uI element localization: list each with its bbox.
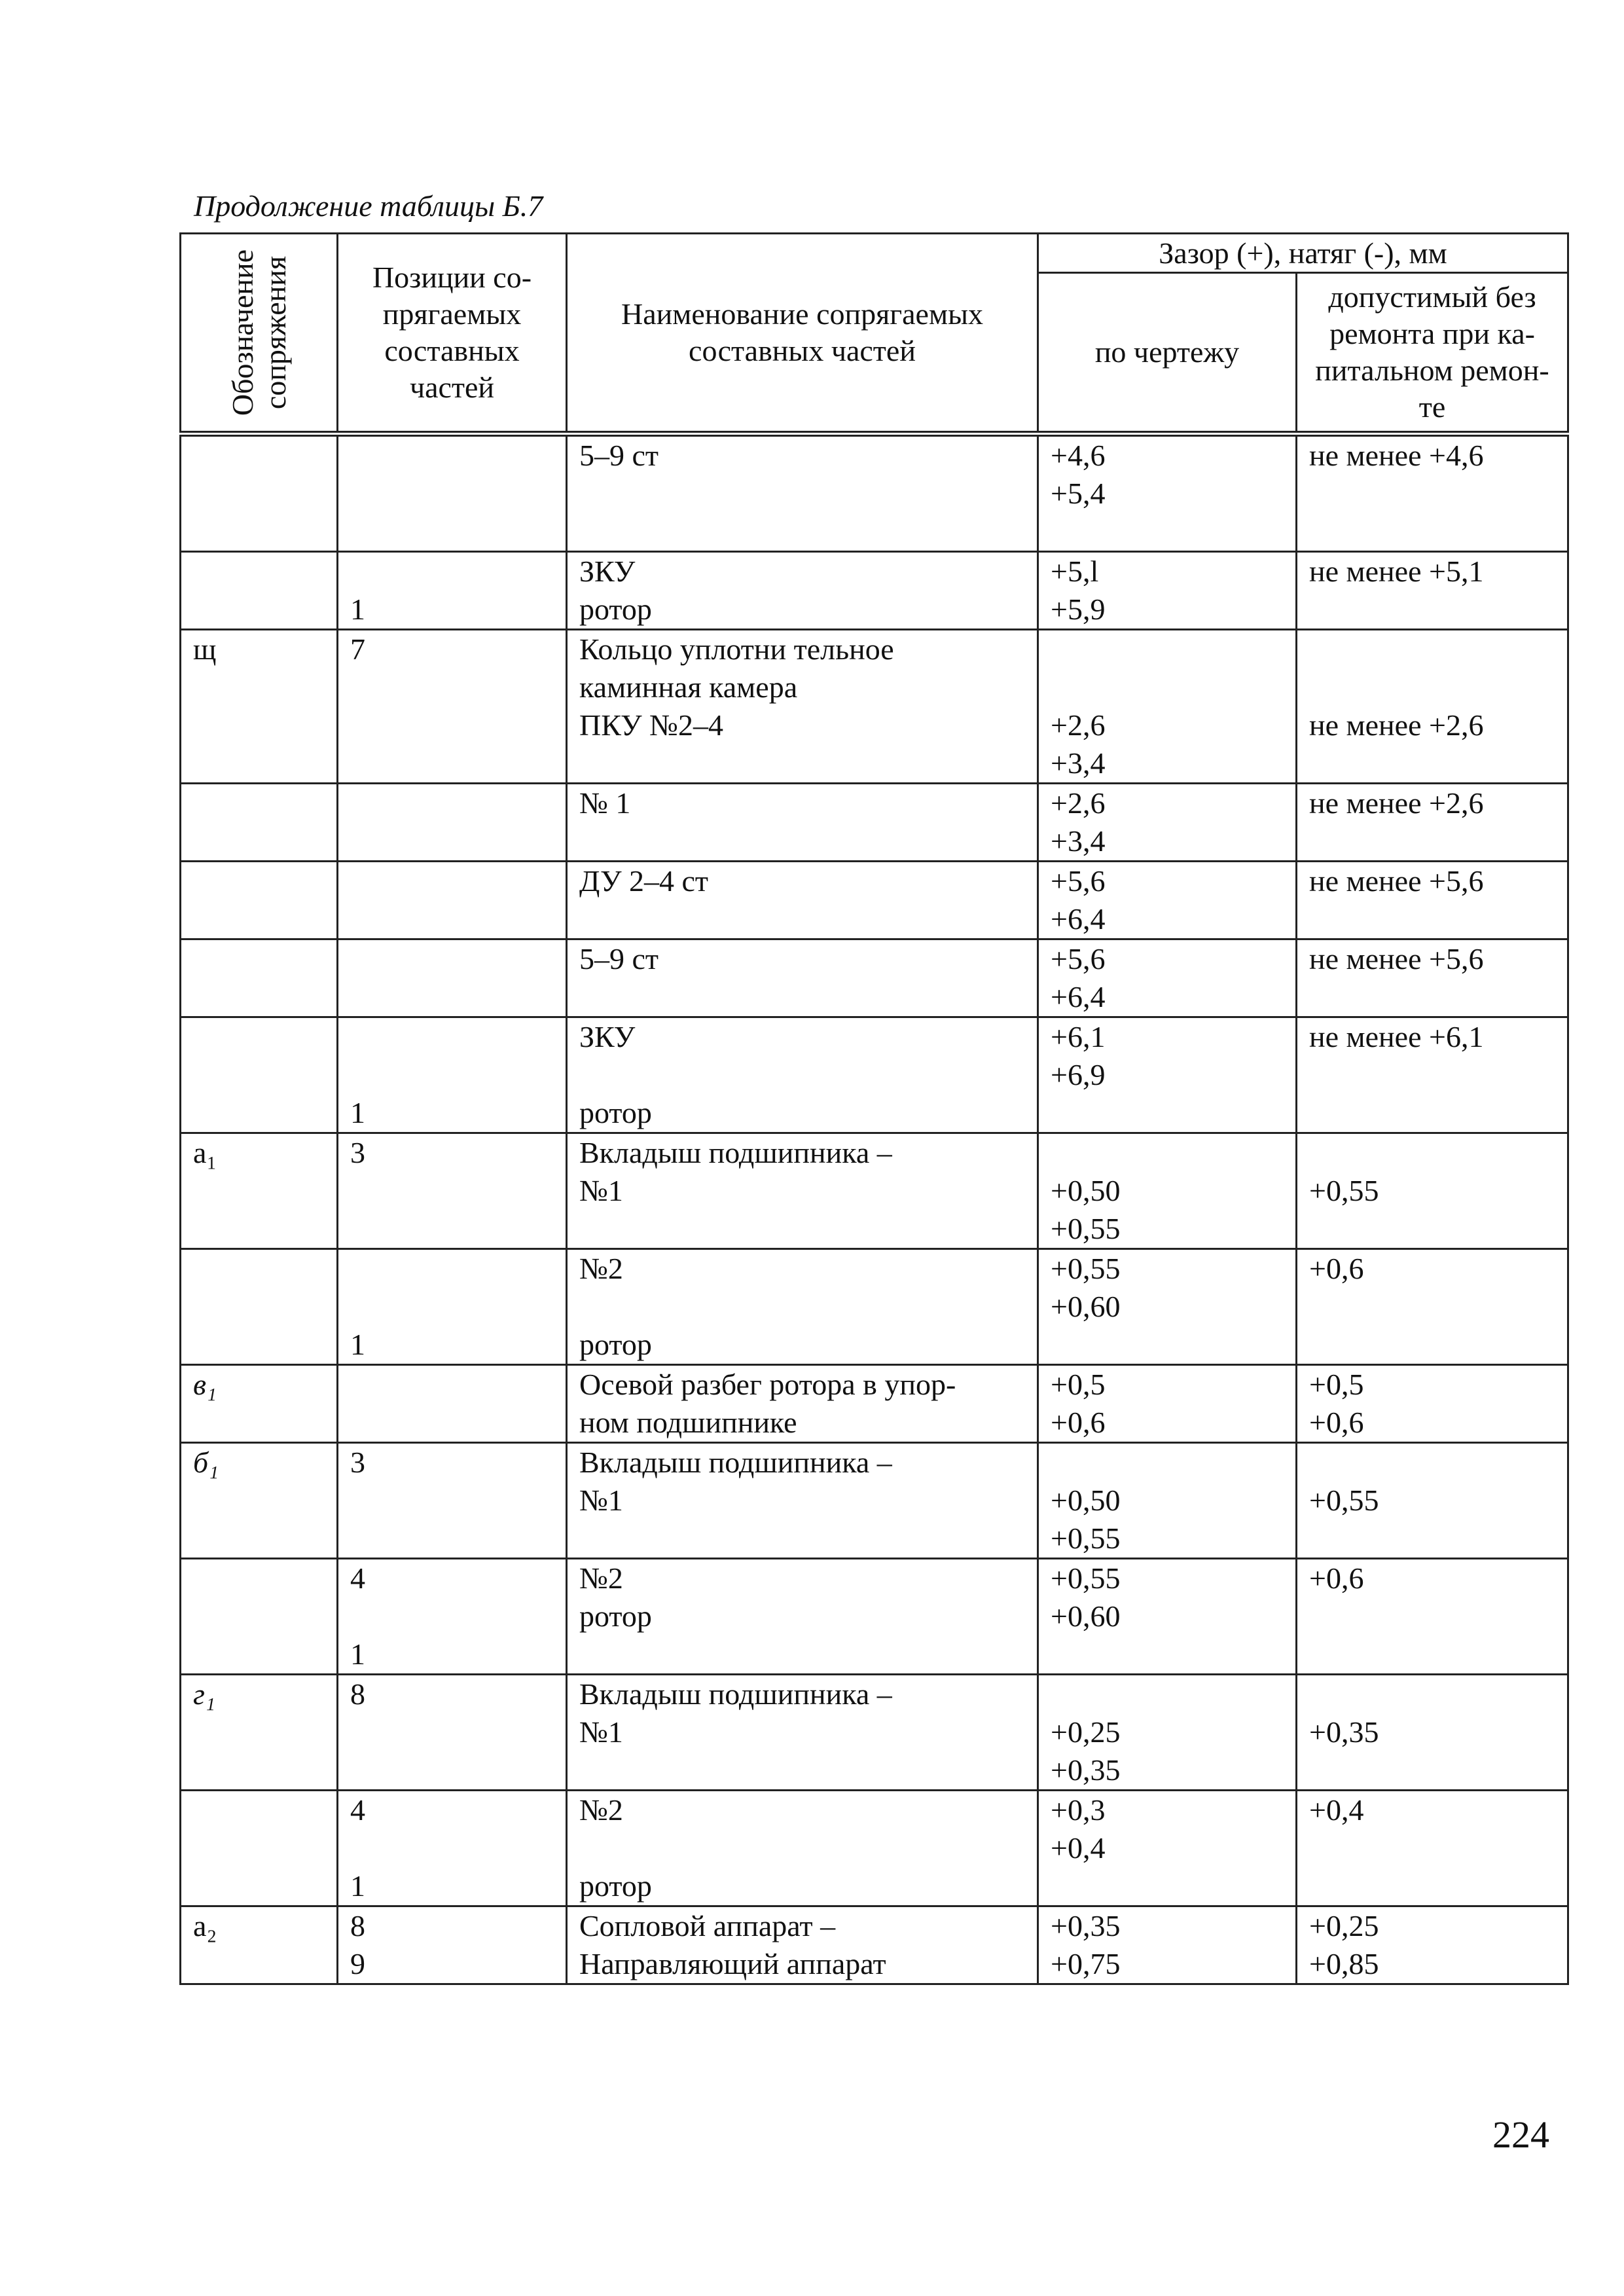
cell-allowable (1297, 862, 1568, 939)
cell-line (338, 668, 566, 706)
cell-line: 3 (350, 1136, 365, 1169)
cell-designation (181, 1443, 338, 1559)
cell-line (338, 1520, 566, 1558)
cell-part-name (567, 1791, 1038, 1906)
cell-line: 1 (350, 1328, 365, 1361)
header-designation-line: сопряжения (258, 255, 292, 410)
cell-line: +0,55 (1309, 1174, 1379, 1207)
cell-line: +0,85 (1309, 1947, 1379, 1980)
cell-line: Кольцо уплотни тельное (579, 632, 894, 666)
cell-allowable (1297, 1675, 1568, 1791)
cell-line (338, 940, 566, 978)
cell-line (338, 784, 566, 822)
cell-by-drawing (1038, 630, 1297, 784)
cell-line: +0,60 (1051, 1599, 1121, 1633)
cell-line (338, 706, 566, 744)
cell-line: +0,55 (1051, 1561, 1121, 1595)
table-row (181, 1906, 1568, 1984)
cell-line: 5–9 ст (579, 942, 659, 975)
cell-designation (181, 1017, 338, 1133)
cell-line: +6,4 (1051, 980, 1106, 1013)
table-row (181, 434, 1568, 552)
table-row (181, 1017, 1568, 1133)
cell-line: +0,5 (1309, 1368, 1364, 1401)
cell-allowable (1297, 552, 1568, 630)
header-designation (181, 234, 338, 434)
cell-line: +0,6 (1051, 1406, 1106, 1439)
cell-line: ЗКУ (579, 555, 636, 588)
cell-line: не менее +2,6 (1309, 786, 1484, 820)
cell-line (568, 744, 1037, 782)
cell-line: 5–9 ст (579, 439, 659, 472)
cell-positions (338, 1365, 567, 1443)
cell-line (181, 1559, 336, 1597)
cell-line: +0,6 (1309, 1252, 1364, 1285)
cell-line: ротор (579, 1869, 652, 1903)
cell-allowable (1297, 434, 1568, 552)
cell-line: Направляющий аппарат (579, 1947, 886, 1980)
cell-line (1039, 668, 1295, 706)
cell-line: ЗКУ (579, 1020, 636, 1053)
cell-line (338, 437, 566, 475)
cell-positions (338, 1675, 567, 1791)
cell-line: а₁ (193, 1136, 217, 1169)
header-positions (338, 234, 567, 434)
cell-designation (181, 1906, 338, 1984)
cell-part-name (567, 434, 1038, 552)
table-caption: Продолжение таблицы Б.7 (194, 189, 543, 223)
cell-line: Вкладыш подшипника – (579, 1136, 892, 1169)
cell-line (338, 1482, 566, 1520)
table-row (181, 1133, 1568, 1249)
cell-line (568, 1210, 1037, 1248)
cell-line (338, 1751, 566, 1789)
cell-line: 4 (350, 1561, 365, 1595)
cell-line (568, 475, 1037, 513)
table-row (181, 1249, 1568, 1365)
cell-line (568, 1751, 1037, 1789)
cell-line (181, 553, 336, 591)
cell-allowable (1297, 784, 1568, 862)
cell-line: +0,6 (1309, 1561, 1364, 1595)
cell-allowable (1297, 1365, 1568, 1443)
cell-line: №2 (579, 1793, 623, 1827)
cell-line: Вкладыш подшипника – (579, 1446, 892, 1479)
cell-part-name (567, 552, 1038, 630)
table-row (181, 1791, 1568, 1906)
cell-line (568, 1056, 1037, 1094)
cell-line: а₂ (193, 1909, 217, 1942)
cell-by-drawing (1038, 1133, 1297, 1249)
cell-allowable (1297, 630, 1568, 784)
header-part-name (567, 234, 1038, 434)
header-line: допустимый без (1328, 280, 1536, 314)
header-clearance-group: Зазор (+), натяг (-), мм (1038, 234, 1568, 273)
cell-line: № 1 (579, 786, 631, 820)
cell-line: +6,4 (1051, 902, 1106, 936)
cell-designation (181, 552, 338, 630)
cell-line: не менее +5,1 (1309, 555, 1484, 588)
cell-line (181, 1250, 336, 1288)
cell-line (181, 940, 336, 978)
cell-line: Вкладыш подшипника – (579, 1677, 892, 1711)
cell-positions (338, 1249, 567, 1365)
cell-line: +0,25 (1051, 1715, 1121, 1749)
cell-part-name (567, 1906, 1038, 1984)
cell-part-name (567, 784, 1038, 862)
cell-positions (338, 1017, 567, 1133)
cell-designation (181, 939, 338, 1017)
cell-line: +3,4 (1051, 746, 1106, 780)
table-body (181, 434, 1568, 1984)
cell-line: Осевой разбег ротора в упор- (579, 1368, 956, 1401)
cell-line: +2,6 (1051, 786, 1106, 820)
cell-line: не менее +5,6 (1309, 864, 1484, 898)
cell-positions (338, 434, 567, 552)
cell-designation (181, 784, 338, 862)
cell-part-name (567, 939, 1038, 1017)
header-allowable (1297, 273, 1568, 434)
cell-line (1039, 1675, 1295, 1713)
cell-line: ротор (579, 1599, 652, 1633)
cell-line: ротор (579, 1096, 652, 1129)
cell-allowable (1297, 939, 1568, 1017)
cell-line: не менее +6,1 (1309, 1020, 1484, 1053)
header-line: по чертежу (1094, 335, 1240, 369)
cell-line: +0,4 (1051, 1831, 1106, 1865)
table-row (181, 1675, 1568, 1791)
cell-positions (338, 1906, 567, 1984)
header-line: Позиции со- (372, 261, 532, 294)
cell-by-drawing (1038, 434, 1297, 552)
cell-line (1297, 630, 1567, 668)
cell-part-name (567, 1365, 1038, 1443)
cell-allowable (1297, 1249, 1568, 1365)
cell-line (338, 862, 566, 900)
cell-line: +0,35 (1309, 1715, 1379, 1749)
cell-line: №1 (579, 1174, 623, 1207)
cell-line: Сопловой аппарат – (579, 1909, 836, 1942)
page-number: 224 (1492, 2113, 1549, 2156)
cell-line (338, 513, 566, 551)
cell-line: +5,4 (1051, 477, 1106, 510)
header-line: те (1418, 390, 1446, 424)
cell-line: +5,6 (1051, 942, 1106, 975)
header-line: составных частей (689, 334, 916, 367)
cell-line: +0,60 (1051, 1290, 1121, 1323)
cell-line: +2,6 (1051, 708, 1106, 742)
cell-line: №2 (579, 1561, 623, 1595)
cell-line: г₁ (193, 1677, 215, 1711)
cell-by-drawing (1038, 1675, 1297, 1791)
cell-allowable (1297, 1791, 1568, 1906)
cell-by-drawing (1038, 862, 1297, 939)
table-row (181, 862, 1568, 939)
cell-line (338, 1210, 566, 1248)
cell-line (181, 1018, 336, 1056)
cell-positions (338, 939, 567, 1017)
cell-by-drawing (1038, 1365, 1297, 1443)
cell-line: 9 (350, 1947, 365, 1980)
cell-line: не менее +2,6 (1309, 708, 1484, 742)
cell-part-name (567, 1017, 1038, 1133)
cell-line: +0,50 (1051, 1174, 1121, 1207)
cell-line: не менее +4,6 (1309, 439, 1484, 472)
cell-line: в₁ (193, 1368, 217, 1401)
cell-line (568, 1829, 1037, 1867)
cell-line (568, 513, 1037, 551)
table-row (181, 630, 1568, 784)
cell-line: +0,50 (1051, 1484, 1121, 1517)
cell-by-drawing (1038, 1443, 1297, 1559)
cell-line: +3,4 (1051, 824, 1106, 858)
cell-line (338, 1250, 566, 1288)
cell-designation (181, 1559, 338, 1675)
cell-allowable (1297, 1017, 1568, 1133)
cell-line: +6,1 (1051, 1020, 1106, 1053)
cell-designation (181, 1365, 338, 1443)
cell-positions (338, 630, 567, 784)
cell-line: ПКУ №2–4 (579, 708, 723, 742)
cell-designation (181, 1249, 338, 1365)
header-line: частей (409, 371, 495, 404)
header-line: питальном ремон- (1315, 354, 1549, 388)
cell-line: 8 (350, 1909, 365, 1942)
cell-part-name (567, 1133, 1038, 1249)
table-row (181, 1559, 1568, 1675)
cell-line (568, 1520, 1037, 1558)
cell-by-drawing (1038, 939, 1297, 1017)
cell-positions (338, 1791, 567, 1906)
cell-line (338, 1829, 566, 1867)
cell-by-drawing (1038, 784, 1297, 862)
cell-line: 1 (350, 1637, 365, 1671)
cell-line (338, 553, 566, 591)
cell-positions (338, 862, 567, 939)
tolerance-table (179, 232, 1569, 1985)
cell-line: ротор (579, 1328, 652, 1361)
cell-line (1039, 1444, 1295, 1482)
cell-line: 8 (350, 1677, 365, 1711)
cell-allowable (1297, 1133, 1568, 1249)
cell-line: 1 (350, 1869, 365, 1903)
cell-line: №1 (579, 1715, 623, 1749)
cell-line (338, 1288, 566, 1326)
cell-line: не менее +5,6 (1309, 942, 1484, 975)
cell-part-name (567, 862, 1038, 939)
cell-by-drawing (1038, 1249, 1297, 1365)
header-designation-line: Обозначение (225, 249, 259, 416)
cell-line (338, 744, 566, 782)
cell-line: 4 (350, 1793, 365, 1827)
cell-designation (181, 862, 338, 939)
cell-line: +0,55 (1051, 1212, 1121, 1245)
cell-line: +0,5 (1051, 1368, 1106, 1401)
table-row (181, 1365, 1568, 1443)
header-line: составных (384, 334, 520, 367)
cell-line (181, 784, 336, 822)
cell-line: +0,35 (1051, 1753, 1121, 1787)
header-line: прягаемых (382, 297, 522, 331)
cell-line: каминная камера (579, 670, 798, 704)
cell-line (568, 1288, 1037, 1326)
table-row (181, 1443, 1568, 1559)
cell-line (181, 1791, 336, 1829)
cell-designation (181, 630, 338, 784)
header-line: ремонта при ка- (1329, 317, 1535, 351)
cell-line: №2 (579, 1252, 623, 1285)
cell-allowable (1297, 1559, 1568, 1675)
cell-line: щ (193, 632, 217, 666)
cell-positions (338, 1133, 567, 1249)
cell-line: 1 (350, 592, 365, 626)
header-line: Наименование сопрягаемых (621, 297, 983, 331)
cell-line (181, 862, 336, 900)
cell-line: +5,6 (1051, 864, 1106, 898)
cell-line: +0,6 (1309, 1406, 1364, 1439)
cell-line (338, 1172, 566, 1210)
cell-designation (181, 1675, 338, 1791)
cell-line: ДУ 2–4 ст (579, 864, 709, 898)
cell-line (338, 1056, 566, 1094)
cell-part-name (567, 1559, 1038, 1675)
cell-line (1297, 668, 1567, 706)
cell-by-drawing (1038, 1791, 1297, 1906)
cell-line: +0,35 (1051, 1909, 1121, 1942)
cell-line (338, 1366, 566, 1404)
cell-allowable (1297, 1906, 1568, 1984)
cell-by-drawing (1038, 1017, 1297, 1133)
cell-designation (181, 434, 338, 552)
cell-line (1297, 1444, 1567, 1482)
cell-line (338, 475, 566, 513)
cell-part-name (567, 1249, 1038, 1365)
cell-line (338, 1713, 566, 1751)
cell-positions (338, 1559, 567, 1675)
cell-positions (338, 552, 567, 630)
cell-line: б₁ (193, 1446, 219, 1479)
cell-part-name (567, 630, 1038, 784)
cell-line (1039, 1134, 1295, 1172)
cell-designation (181, 1133, 338, 1249)
cell-line (568, 1635, 1037, 1673)
cell-allowable (1297, 1443, 1568, 1559)
cell-line: №1 (579, 1484, 623, 1517)
cell-by-drawing (1038, 1559, 1297, 1675)
cell-line: +0,3 (1051, 1793, 1106, 1827)
cell-line: +0,25 (1309, 1909, 1379, 1942)
table-row (181, 939, 1568, 1017)
cell-line (181, 437, 336, 475)
cell-line: +0,55 (1309, 1484, 1379, 1517)
cell-line (1039, 630, 1295, 668)
cell-by-drawing (1038, 552, 1297, 630)
cell-line (1297, 1134, 1567, 1172)
cell-line: +0,55 (1051, 1252, 1121, 1285)
cell-positions (338, 784, 567, 862)
table-row (181, 552, 1568, 630)
cell-by-drawing (1038, 1906, 1297, 1984)
cell-line: +5,9 (1051, 592, 1106, 626)
table-row (181, 784, 1568, 862)
cell-line: 1 (350, 1096, 365, 1129)
cell-line: 7 (350, 632, 365, 666)
cell-line: 3 (350, 1446, 365, 1479)
cell-positions (338, 1443, 567, 1559)
cell-designation (181, 1791, 338, 1906)
cell-line: ном подшипнике (579, 1406, 797, 1439)
cell-line: +6,9 (1051, 1058, 1106, 1091)
header-by-drawing (1038, 273, 1297, 434)
cell-line: +0,4 (1309, 1793, 1364, 1827)
cell-part-name (567, 1675, 1038, 1791)
cell-line: +5,l (1051, 555, 1099, 588)
cell-line: ротор (579, 592, 652, 626)
cell-line (338, 1597, 566, 1635)
cell-part-name (567, 1443, 1038, 1559)
cell-line (1297, 1675, 1567, 1713)
cell-line: +0,55 (1051, 1522, 1121, 1555)
cell-line: +4,6 (1051, 439, 1106, 472)
cell-line (338, 1018, 566, 1056)
cell-line: +0,75 (1051, 1947, 1121, 1980)
